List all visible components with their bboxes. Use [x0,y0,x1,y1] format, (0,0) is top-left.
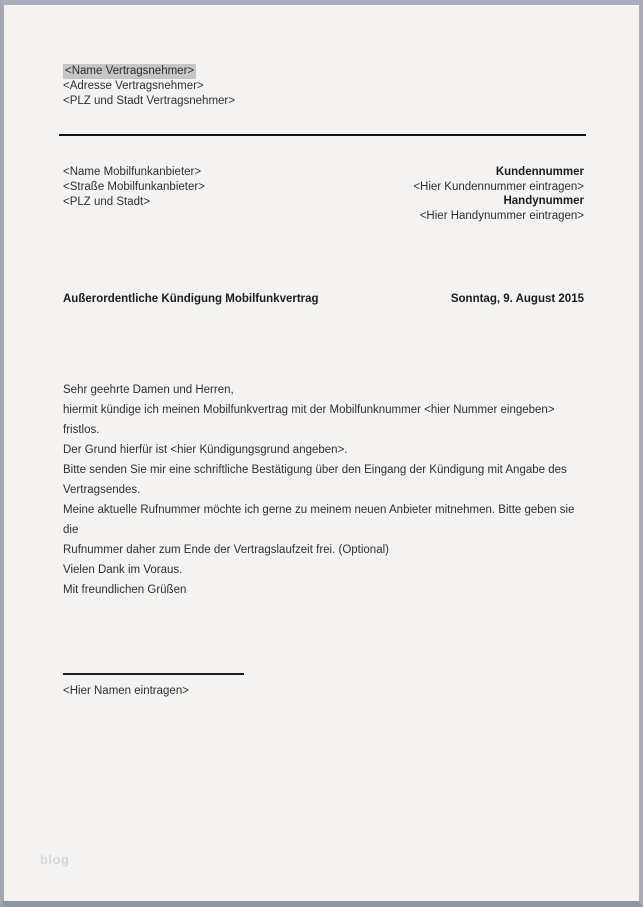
provider-name-placeholder: <Name Mobilfunkanbieter> [63,166,202,178]
sender-address-block [63,64,584,109]
letter-body [63,380,584,600]
recipient-row [63,165,584,223]
sender-city-placeholder: <PLZ und Stadt Vertragsnehmer> [63,95,235,107]
header-divider-line [59,134,586,136]
reference-block [413,165,584,223]
subject-title: Außerordentliche Kündigung Mobilfunkvertrag [63,293,319,305]
letter-date: Sonntag, 9. August 2015 [450,293,584,305]
paragraph-number-porting [63,500,584,560]
provider-address-block [63,165,205,223]
paragraph-confirmation-line2: Vertragsendes. [63,484,141,496]
customer-number-label: Kundennummer [495,166,584,178]
sender-street-placeholder: <Adresse Vertragsnehmer> [63,80,204,92]
paragraph-confirmation [63,460,584,500]
paragraph-reason: Der Grund hierfür ist <hier Kündigungsgrund angeben>. [63,444,348,456]
phone-number-label: Handynummer [503,195,584,207]
closing-phrase: Mit freundlichen Grüßen [63,584,187,596]
paragraph-porting-line2: Rufnummer daher zum Ende der Vertragslaufzeit frei. (Optional) [63,544,389,556]
signature-line [63,673,244,675]
paragraph-porting-line1: Meine aktuelle Rufnummer möchte ich gerne zu meinem neuen Anbieter mitnehmen. Bitte geben sie die [63,504,575,536]
phone-number-placeholder: <Hier Handynummer eintragen> [419,209,584,222]
paragraph-cancellation: hiermit kündige ich meinen Mobilfunkvertrag mit der Mobilfunknummer <hier Nummer eingeben> fristlos. [63,404,555,436]
sender-name-line [63,64,584,79]
salutation: Sehr geehrte Damen und Herren, [63,384,234,396]
customer-number-placeholder: <Hier Kundennummer eintragen> [413,180,584,193]
paragraph-confirmation-line1: Bitte senden Sie mir eine schriftliche Bestätigung über den Eingang der Kündigung mit Angabe des [63,464,567,476]
signature-name-placeholder: <Hier Namen eintragen> [63,685,189,697]
provider-city-placeholder: <PLZ und Stadt> [63,196,150,208]
signature-block [63,673,584,698]
provider-street-placeholder: <Straße Mobilfunkanbieter> [63,181,205,193]
subject-row [63,293,584,305]
paragraph-thanks: Vielen Dank im Voraus. [63,564,183,576]
blog-watermark: blog [40,852,70,867]
sender-name-placeholder-highlighted: <Name Vertragsnehmer> [65,65,195,77]
